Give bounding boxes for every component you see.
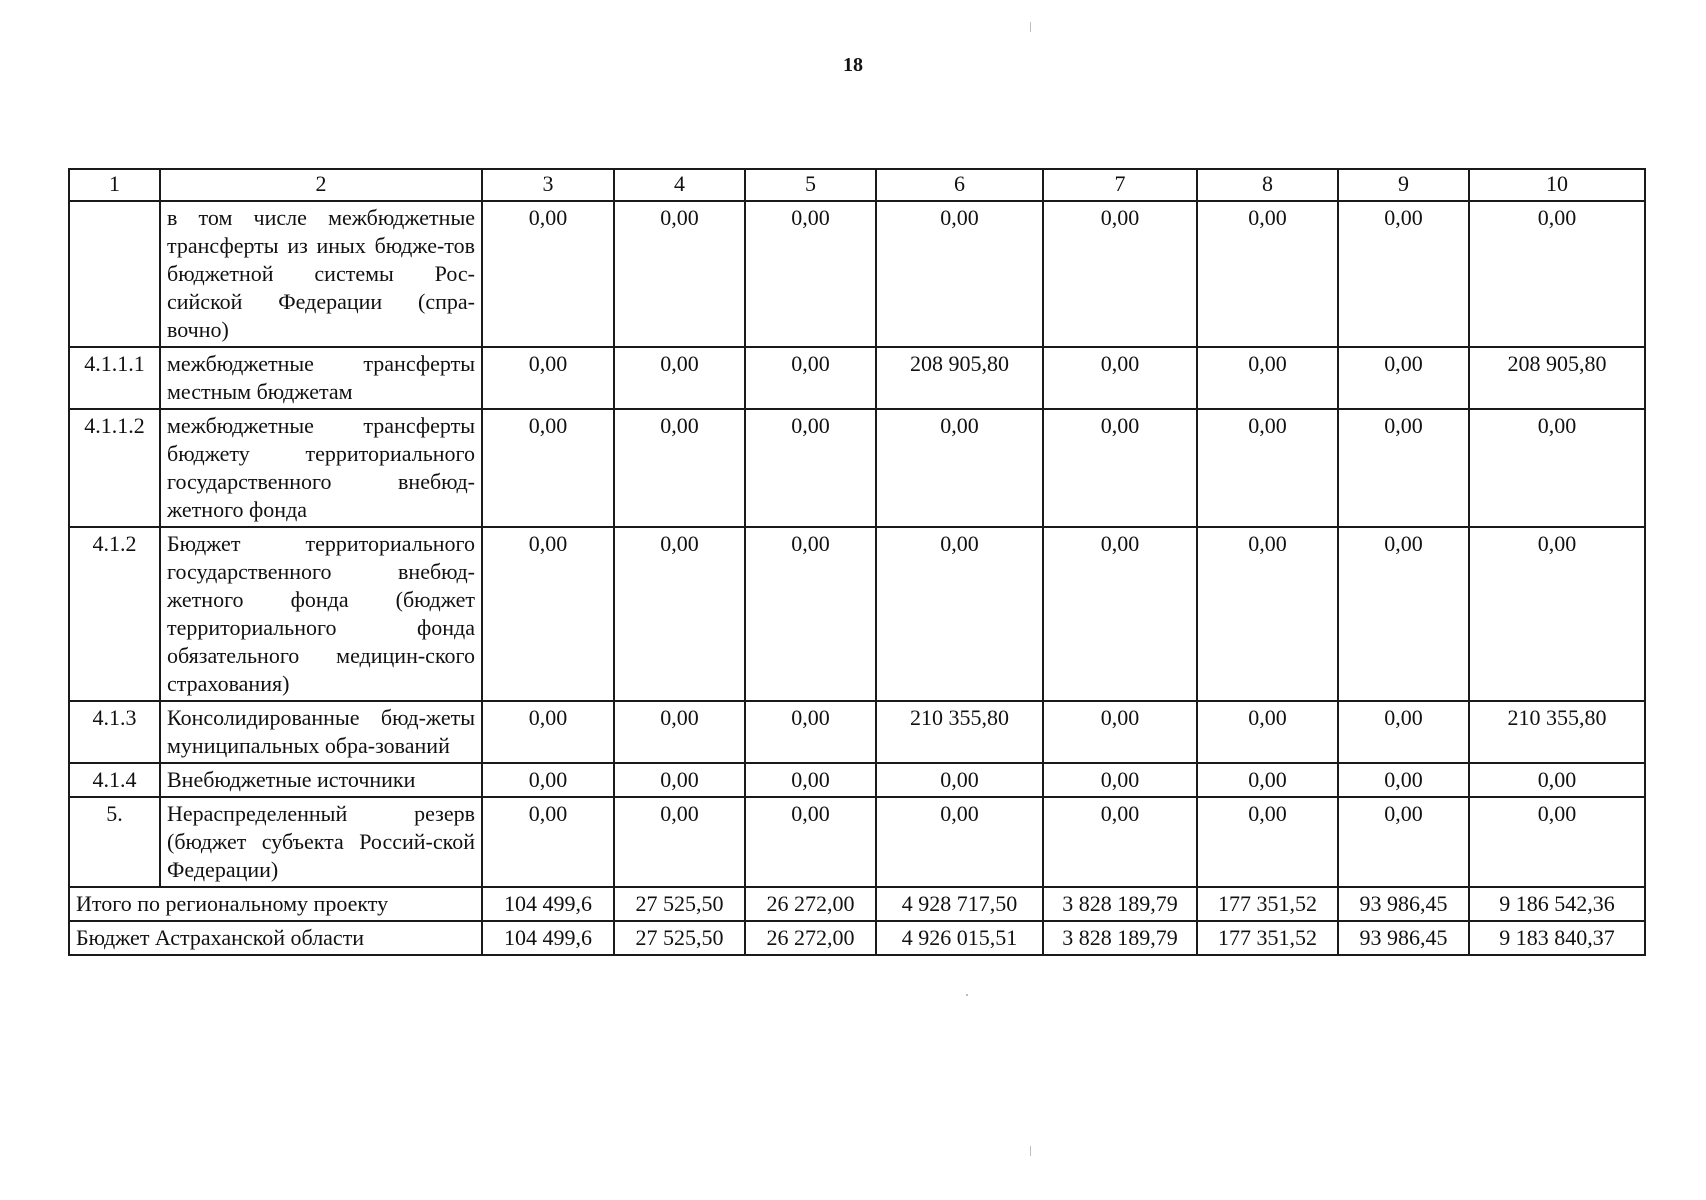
column-header: 10 bbox=[1469, 169, 1645, 201]
value-cell: 0,00 bbox=[745, 201, 876, 347]
total-value-cell: 4 928 717,50 bbox=[876, 887, 1043, 921]
row-code: 4.1.4 bbox=[69, 763, 160, 797]
value-cell: 0,00 bbox=[745, 527, 876, 701]
value-cell: 0,00 bbox=[1469, 763, 1645, 797]
row-code: 4.1.1.2 bbox=[69, 409, 160, 527]
value-cell: 0,00 bbox=[745, 763, 876, 797]
value-cell: 0,00 bbox=[1197, 201, 1338, 347]
value-cell: 0,00 bbox=[1043, 527, 1197, 701]
value-cell: 0,00 bbox=[876, 409, 1043, 527]
total-value-cell: 3 828 189,79 bbox=[1043, 921, 1197, 955]
column-header: 2 bbox=[160, 169, 482, 201]
table-row bbox=[69, 409, 1645, 527]
value-cell: 0,00 bbox=[1469, 797, 1645, 887]
value-cell: 208 905,80 bbox=[1469, 347, 1645, 409]
value-cell: 0,00 bbox=[1338, 347, 1469, 409]
value-cell: 0,00 bbox=[482, 797, 614, 887]
value-cell: 0,00 bbox=[1197, 347, 1338, 409]
total-value-cell: 4 926 015,51 bbox=[876, 921, 1043, 955]
value-cell: 210 355,80 bbox=[876, 701, 1043, 763]
value-cell: 0,00 bbox=[1338, 763, 1469, 797]
value-cell: 0,00 bbox=[614, 763, 745, 797]
value-cell: 0,00 bbox=[614, 527, 745, 701]
value-cell: 0,00 bbox=[1469, 527, 1645, 701]
row-code: 4.1.1.1 bbox=[69, 347, 160, 409]
value-cell: 0,00 bbox=[1469, 409, 1645, 527]
total-value-cell: 26 272,00 bbox=[745, 887, 876, 921]
value-cell: 0,00 bbox=[482, 409, 614, 527]
column-header: 4 bbox=[614, 169, 745, 201]
total-value-cell: 27 525,50 bbox=[614, 921, 745, 955]
column-header: 8 bbox=[1197, 169, 1338, 201]
total-row bbox=[69, 887, 1645, 921]
value-cell: 0,00 bbox=[1338, 797, 1469, 887]
row-name: Нераспределенный резерв (бюджет субъекта Россий-ской Федерации) bbox=[160, 797, 482, 887]
total-value-cell: 27 525,50 bbox=[614, 887, 745, 921]
value-cell: 0,00 bbox=[1043, 701, 1197, 763]
value-cell: 0,00 bbox=[1338, 201, 1469, 347]
value-cell: 0,00 bbox=[1043, 201, 1197, 347]
value-cell: 0,00 bbox=[1043, 797, 1197, 887]
column-header: 5 bbox=[745, 169, 876, 201]
value-cell: 0,00 bbox=[614, 201, 745, 347]
total-label: Бюджет Астраханской области bbox=[69, 921, 482, 955]
row-name: Бюджет территориального государственного внебюд-жетного фонда (бюджет территориального фонда обязательного медицин-ского страхования) bbox=[160, 527, 482, 701]
total-value-cell: 3 828 189,79 bbox=[1043, 887, 1197, 921]
total-value-cell: 177 351,52 bbox=[1197, 887, 1338, 921]
total-value-cell: 104 499,6 bbox=[482, 921, 614, 955]
table-row bbox=[69, 201, 1645, 347]
table-row bbox=[69, 527, 1645, 701]
value-cell: 0,00 bbox=[614, 701, 745, 763]
value-cell: 0,00 bbox=[876, 527, 1043, 701]
row-name: межбюджетные трансферты местным бюджетам bbox=[160, 347, 482, 409]
value-cell: 0,00 bbox=[482, 527, 614, 701]
total-row bbox=[69, 921, 1645, 955]
value-cell: 0,00 bbox=[745, 701, 876, 763]
value-cell: 0,00 bbox=[1197, 409, 1338, 527]
scan-mark bbox=[1030, 22, 1031, 32]
scan-mark bbox=[1030, 1146, 1031, 1156]
row-name: в том числе межбюджетные трансферты из иных бюдже-тов бюджетной системы Рос-сийской Федерации (спра-вочно) bbox=[160, 201, 482, 347]
total-value-cell: 26 272,00 bbox=[745, 921, 876, 955]
value-cell: 0,00 bbox=[1469, 201, 1645, 347]
table-row bbox=[69, 701, 1645, 763]
total-value-cell: 93 986,45 bbox=[1338, 921, 1469, 955]
value-cell: 208 905,80 bbox=[876, 347, 1043, 409]
value-cell: 0,00 bbox=[1043, 409, 1197, 527]
table-row bbox=[69, 763, 1645, 797]
value-cell: 0,00 bbox=[1338, 701, 1469, 763]
row-code: 4.1.2 bbox=[69, 527, 160, 701]
row-code: 4.1.3 bbox=[69, 701, 160, 763]
value-cell: 0,00 bbox=[1197, 527, 1338, 701]
total-value-cell: 9 183 840,37 bbox=[1469, 921, 1645, 955]
value-cell: 0,00 bbox=[614, 347, 745, 409]
total-label: Итого по региональному проекту bbox=[69, 887, 482, 921]
value-cell: 0,00 bbox=[614, 409, 745, 527]
column-header: 6 bbox=[876, 169, 1043, 201]
value-cell: 0,00 bbox=[1338, 409, 1469, 527]
page-number: 18 bbox=[843, 54, 863, 76]
total-value-cell: 93 986,45 bbox=[1338, 887, 1469, 921]
total-value-cell: 104 499,6 bbox=[482, 887, 614, 921]
scan-mark bbox=[966, 994, 968, 996]
value-cell: 0,00 bbox=[876, 763, 1043, 797]
value-cell: 0,00 bbox=[1197, 797, 1338, 887]
column-header: 9 bbox=[1338, 169, 1469, 201]
value-cell: 210 355,80 bbox=[1469, 701, 1645, 763]
value-cell: 0,00 bbox=[482, 763, 614, 797]
total-value-cell: 9 186 542,36 bbox=[1469, 887, 1645, 921]
value-cell: 0,00 bbox=[1197, 763, 1338, 797]
value-cell: 0,00 bbox=[745, 797, 876, 887]
budget-table bbox=[68, 168, 1646, 956]
value-cell: 0,00 bbox=[876, 797, 1043, 887]
table-row bbox=[69, 797, 1645, 887]
row-code: 5. bbox=[69, 797, 160, 887]
table-row bbox=[69, 347, 1645, 409]
value-cell: 0,00 bbox=[482, 347, 614, 409]
value-cell: 0,00 bbox=[482, 201, 614, 347]
total-value-cell: 177 351,52 bbox=[1197, 921, 1338, 955]
column-header: 1 bbox=[69, 169, 160, 201]
header-row bbox=[69, 169, 1645, 201]
row-name: Консолидированные бюд-жеты муниципальных обра-зований bbox=[160, 701, 482, 763]
value-cell: 0,00 bbox=[1043, 763, 1197, 797]
value-cell: 0,00 bbox=[745, 409, 876, 527]
value-cell: 0,00 bbox=[614, 797, 745, 887]
column-header: 7 bbox=[1043, 169, 1197, 201]
value-cell: 0,00 bbox=[745, 347, 876, 409]
column-header: 3 bbox=[482, 169, 614, 201]
value-cell: 0,00 bbox=[1338, 527, 1469, 701]
row-name: Внебюджетные источники bbox=[160, 763, 482, 797]
value-cell: 0,00 bbox=[482, 701, 614, 763]
value-cell: 0,00 bbox=[876, 201, 1043, 347]
value-cell: 0,00 bbox=[1197, 701, 1338, 763]
row-code bbox=[69, 201, 160, 347]
row-name: межбюджетные трансферты бюджету территориального государственного внебюд-жетного фонда bbox=[160, 409, 482, 527]
value-cell: 0,00 bbox=[1043, 347, 1197, 409]
